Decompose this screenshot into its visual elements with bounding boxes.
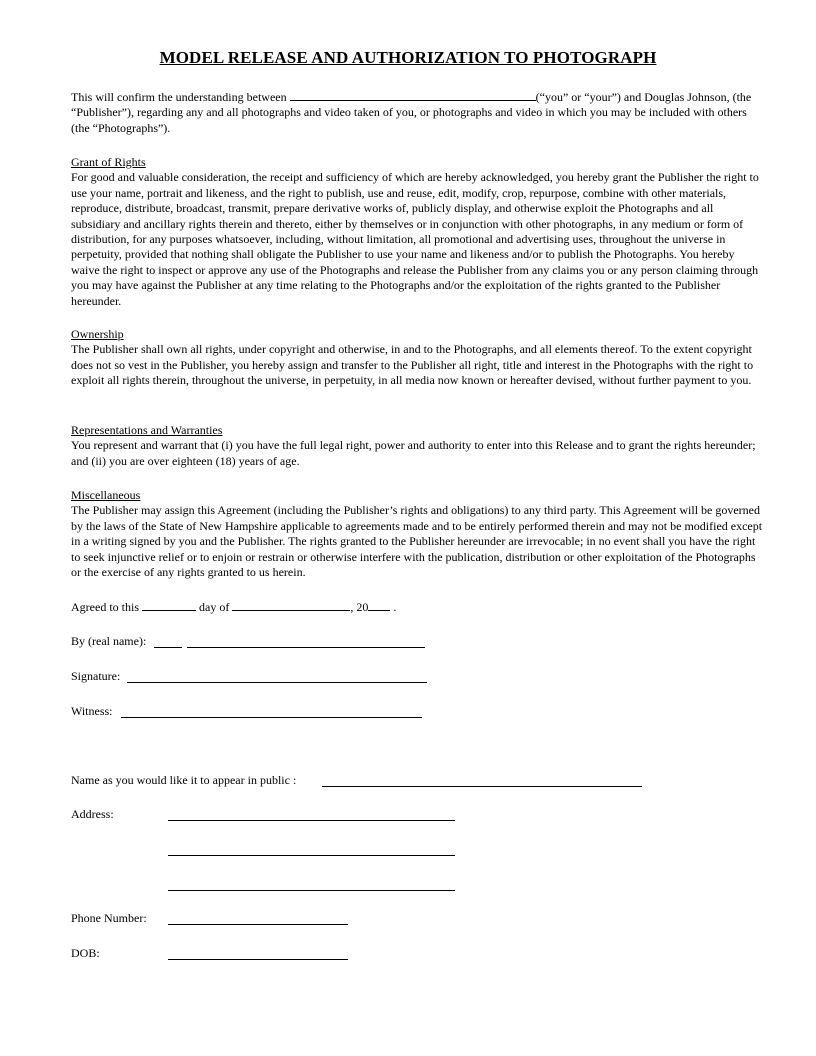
- party-name-blank[interactable]: [290, 89, 536, 101]
- dob-label: DOB:: [71, 946, 100, 960]
- section-body: The Publisher shall own all rights, under copyright and otherwise, in and to the Photographs, and all elements thereof. To the extent copyright does not so vest in the Publisher, you hereby assign and transfer to the Publisher all right, title and interest in the Photographs with the right to exploit all rights therein, throughout the universe, in perpetuity, in all media now known or hereafter devised, without further payment to you.: [71, 342, 754, 388]
- public-name-label: Name as you would like it to appear in public :: [71, 773, 297, 787]
- section-body: You represent and warrant that (i) you have the full legal right, power and authority to enter into this Release and to grant the rights hereunder; and (ii) you are over eighteen (18) years of age.: [71, 438, 756, 468]
- intro-text-start: This will confirm the understanding between: [71, 90, 287, 104]
- address-line-1[interactable]: [168, 820, 455, 821]
- phone-line[interactable]: [168, 924, 348, 925]
- real-name-label: By (real name):: [71, 634, 147, 648]
- agreed-day-of: day of: [199, 600, 230, 614]
- real-name-short-line[interactable]: [154, 647, 182, 648]
- agreed-year-prefix: , 20: [350, 600, 369, 614]
- witness-line[interactable]: [121, 717, 422, 718]
- section-representations: [71, 423, 763, 469]
- section-heading: Miscellaneous: [71, 488, 141, 502]
- agreed-end: .: [393, 600, 397, 614]
- agreed-day-blank[interactable]: [142, 599, 196, 611]
- signature-label: Signature:: [71, 669, 121, 683]
- real-name-line[interactable]: [187, 647, 425, 648]
- intro-paragraph: [71, 89, 763, 136]
- public-name-line[interactable]: [322, 786, 642, 787]
- section-ownership: [71, 327, 763, 389]
- section-heading: Ownership: [71, 327, 124, 341]
- phone-label: Phone Number:: [71, 911, 147, 925]
- document-title: MODEL RELEASE AND AUTHORIZATION TO PHOTOGRAPH: [159, 48, 657, 67]
- section-grant-of-rights: [71, 155, 763, 309]
- agreed-prefix: Agreed to this: [71, 600, 139, 614]
- dob-line[interactable]: [168, 959, 348, 960]
- section-heading: Grant of Rights: [71, 155, 146, 169]
- intro-text-end: (“you” or “your”) and Douglas Johnson, (the “Publisher”), regarding any and all photographs and video taken of you, or photographs and video in which you may be included with others (the “Photographs”).: [71, 90, 752, 135]
- agreed-month-blank[interactable]: [232, 599, 350, 611]
- address-label: Address:: [71, 807, 114, 821]
- signature-line[interactable]: [127, 682, 427, 683]
- address-line-2[interactable]: [168, 855, 455, 856]
- agreed-date-line: [71, 599, 396, 615]
- section-miscellaneous: [71, 488, 763, 580]
- section-heading: Representations and Warranties: [71, 423, 223, 437]
- section-body: For good and valuable consideration, the receipt and sufficiency of which are hereby acknowledged, you hereby grant the Publisher the right to use your name, portrait and likeness, and the right to publish, use and reuse, edit, modify, crop, repurpose, combine with other materials, reproduce, distribute, broadcast, transmit, prepare derivative works of, publicly display, and otherwise exploit the Photographs and all subsidiary and ancillary rights therein and thereto, either by themselves or in conjunction with other photographs, in any medium or form of distribution, for any purposes whatsoever, including, without limitation, all promotional and advertising uses, throughout the universe in perpetuity, provided that nothing shall obligate the Publisher to use your name and likeness and/or to publish the Photographs. You hereby waive the right to inspect or approve any use of the Photographs and release the Publisher from any claims you or any person claiming through you may have against the Publisher at any time relating to the Photographs and/or the exploitation of the rights granted to the Publisher hereunder.: [71, 170, 759, 308]
- address-line-3[interactable]: [168, 890, 455, 891]
- section-body: The Publisher may assign this Agreement (including the Publisher’s rights and obligations) to any third party. This Agreement will be governed by the laws of the State of New Hampshire applicable to agreements made and to be entirely performed therein and may not be modified except in a writing signed by you and the Publisher. The rights granted to the Publisher hereunder are irrevocable; in no event shall you have the right to seek injunctive relief or to enjoin or restrain or otherwise interfere with the publication, distribution or other exploitation of the Photographs or the exercise of any rights granted to us herein.: [71, 503, 763, 580]
- agreed-year-blank[interactable]: [368, 599, 390, 611]
- witness-label: Witness:: [71, 704, 113, 718]
